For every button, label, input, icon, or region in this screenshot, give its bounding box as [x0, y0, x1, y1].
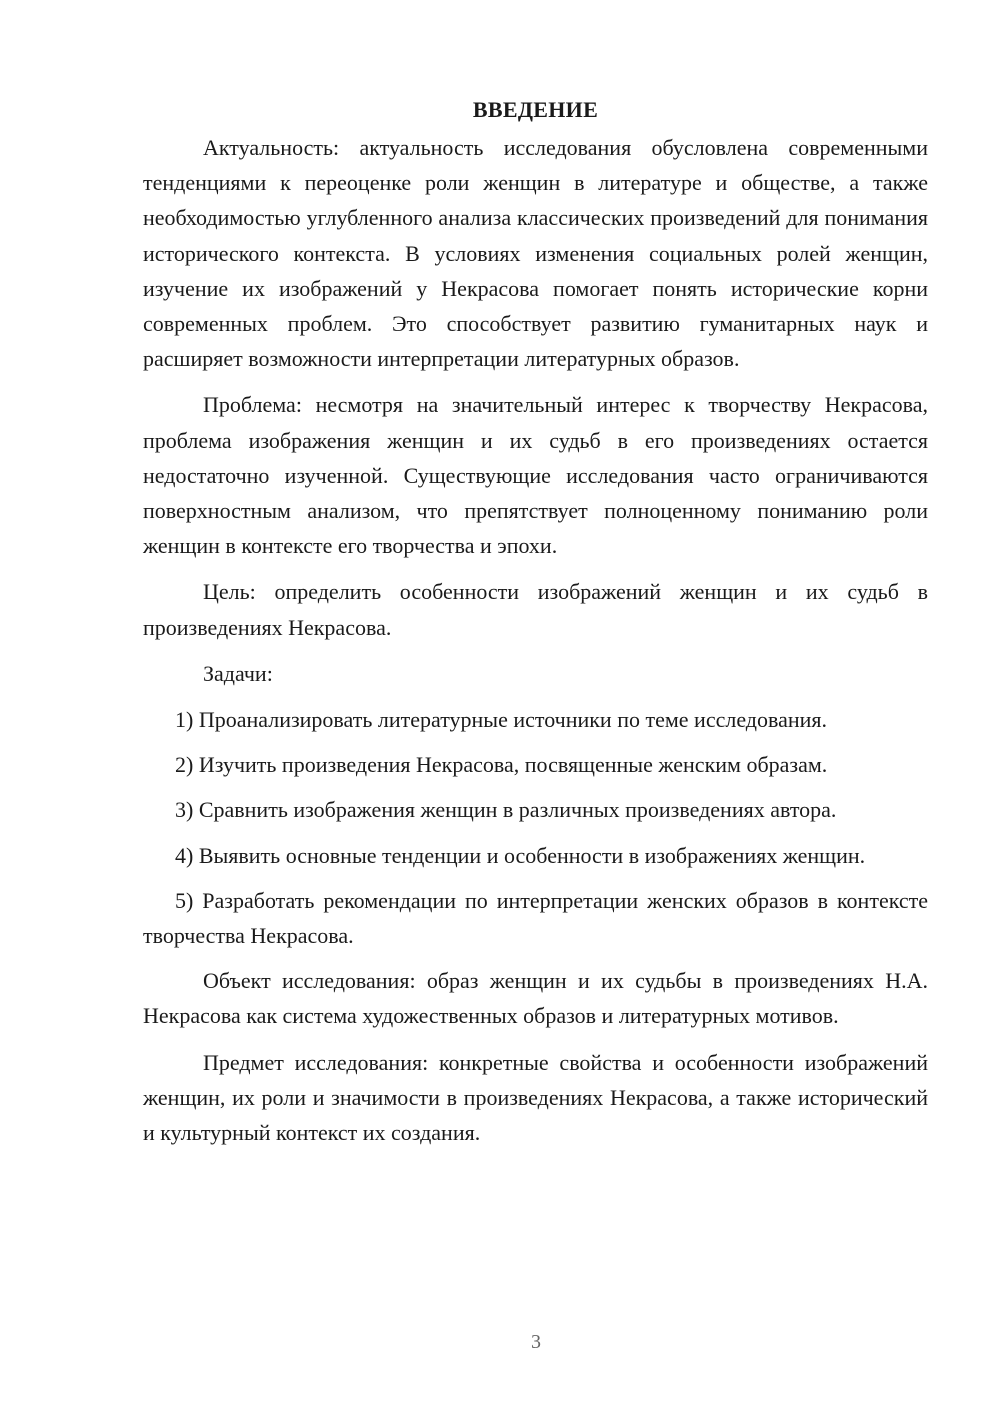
- paragraph-goal: Цель: определить особенности изображений женщин и их судьб в произведениях Некрасова.: [143, 579, 928, 640]
- tasks-heading: Задачи:: [203, 660, 273, 686]
- paragraph-problem: Проблема: несмотря на значительный интерес к творчеству Некрасова, проблема изображения женщин и их судьб в его произведениях остается недостаточно изученной. Существующие исследования часто ограничиваются поверхностным анализом, что препятствует полноценному пониманию роли женщин в контексте его творчества и эпохи.: [143, 392, 928, 559]
- section-title: ВВЕДЕНИЕ: [472, 97, 599, 122]
- task-item-2: 2) Изучить произведения Некрасова, посвященные женским образам.: [175, 752, 828, 778]
- task-item-4: 4) Выявить основные тенденции и особенности в изображениях женщин.: [175, 842, 866, 868]
- paragraph-subject: Предмет исследования: конкретные свойства и особенности изображений женщин, их роли и значимости в произведениях Некрасова, а также исторический и культурный контекст их создания.: [143, 1049, 928, 1146]
- task-item-1: 1) Проанализировать литературные источники по теме исследования.: [175, 707, 828, 733]
- paragraph-object: Объект исследования: образ женщин и их судьбы в произведениях Н.А. Некрасова как система художественных образов и литературных мотивов.: [143, 968, 928, 1029]
- paragraph-relevance: Актуальность: актуальность исследования обусловлена современными тенденциями к переоценке роли женщин в литературе и обществе, а также необходимостью углубленного анализа классических произведений для понимания исторического контекста. В условиях изменения социальных ролей женщин, изучение их изображений у Некрасова помогает понять исторические корни современных проблем. Это способствует развитию гуманитарных наук и расширяет возможности интерпретации литературных образов.: [143, 135, 928, 372]
- page-number: 3: [531, 1331, 541, 1353]
- task-item-5: 5) Разработать рекомендации по интерпретации женских образов в контексте творчества Некрасова.: [143, 887, 928, 949]
- task-item-3: 3) Сравнить изображения женщин в различных произведениях автора.: [175, 797, 837, 823]
- document-page: [143, 92, 928, 1150]
